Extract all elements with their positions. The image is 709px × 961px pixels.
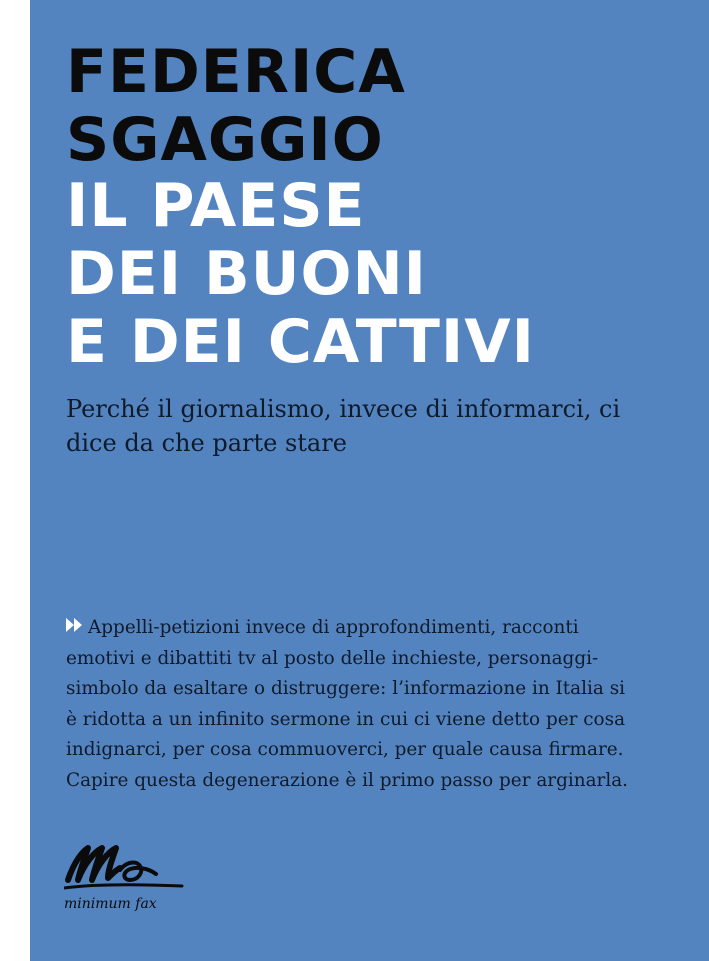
fast-forward-icon [66,612,82,643]
title-line-1: IL PAESE [66,171,366,241]
blurb-line-2: emotivi e dibattiti tv al posto delle inchieste, personaggi- [66,647,599,669]
blurb-line-1-text: Appelli-petizioni invece di approfondimenti, racconti [88,617,579,638]
blurb-line-1 [66,612,666,644]
mf-logo-mark [64,840,194,894]
book-cover [30,0,709,961]
blurb-line-5: indignarci, per cosa commuoverci, per quale causa firmare. [66,739,624,760]
title-line-3: E DEI CATTIVI [66,307,536,377]
publisher-name: minimum fax [64,896,157,912]
back-blurb [66,612,666,796]
publisher-logo [64,840,194,930]
book-title [66,172,535,376]
blurb-line-3: simbolo da esaltare o distruggere: l’informazione in Italia si [66,678,626,699]
author-name [66,38,406,174]
title-line-2: DEI BUONI [66,239,428,309]
author-first-name: FEDERICA [66,37,406,107]
blurb-line-6: Capire questa degenerazione è il primo passo per arginarla. [66,769,629,791]
blurb-line-4: è ridotta a un infinito sermone in cui ci viene detto per cosa [66,708,626,730]
author-last-name: SGAGGIO [66,105,384,175]
book-subtitle: Perché il giornalismo, invece di informarci, ci dice da che parte stare [66,395,621,457]
